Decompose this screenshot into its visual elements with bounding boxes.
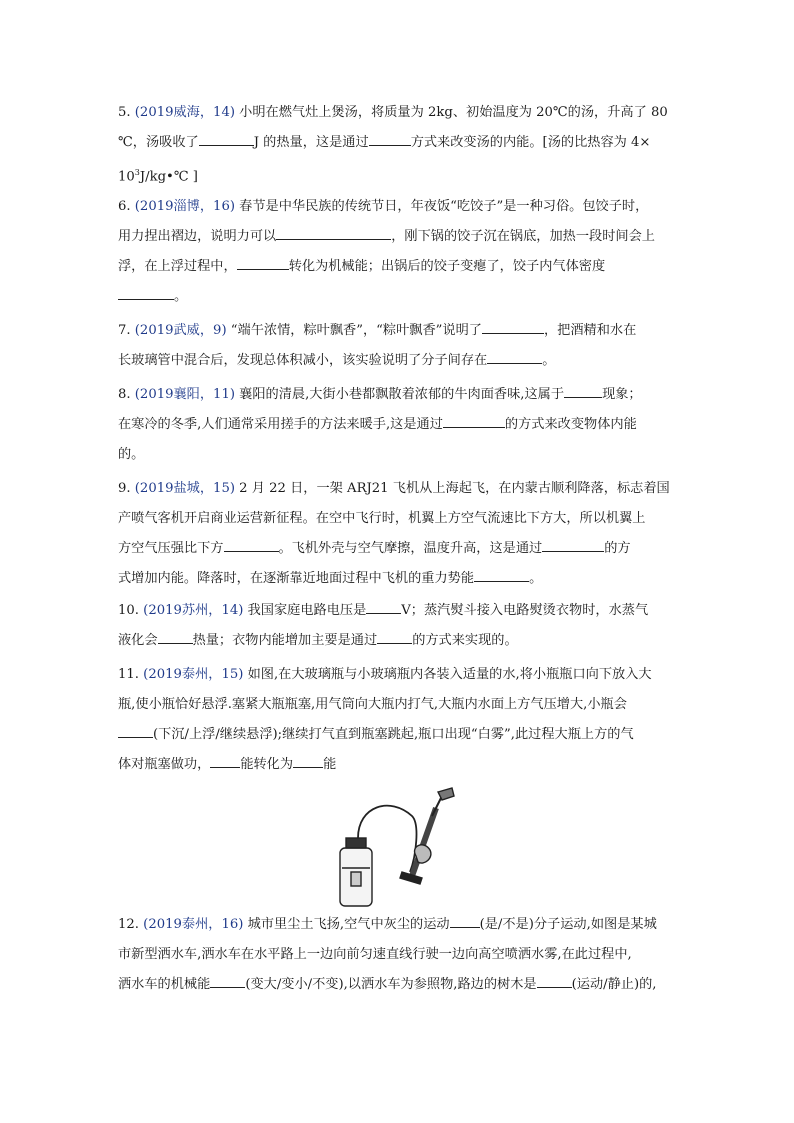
answer-blank [118, 723, 153, 738]
answer-blank [224, 537, 279, 552]
question-5: 5. (2019威海，14) 小明在燃气灶上煲汤，将质量为 2kg、初始温度为 20℃的汤，升高了 80 ℃，汤吸收了 J 的热量，这是通过 方式来改变汤的内能。[汤的比热容为 4× $10^3J/kg•℃$ ] [118, 105, 668, 185]
answer-blank [487, 349, 542, 364]
answer-blank [199, 131, 254, 146]
bottle-pump-diagram [320, 786, 470, 912]
question-9: 9. (2019盐城，15) 2 月 22 日，一架 ARJ21 飞机从上海起飞，在内蒙古顺利降落，标志着国 产喷气客机开启商业运营新征程。在空中飞行时，机翼上方空气流速比下方大，所以机翼上 方空气压强比下方 。飞机外壳与空气摩擦，温度升高，这是通过 的方 式增加内能。降落时，在逐渐靠近地面过程中飞机的重力势能 。 [118, 481, 670, 586]
answer-blank [564, 383, 602, 398]
answer-blank [542, 537, 604, 552]
answer-blank [443, 413, 505, 428]
question-source: (2019淄博，16) [134, 199, 235, 214]
answer-blank [210, 753, 240, 768]
answer-blank [276, 225, 391, 240]
answer-blank [237, 255, 289, 270]
question-source: (2019襄阳，11) [134, 387, 235, 402]
answer-blank [293, 753, 323, 768]
answer-blank [369, 131, 411, 146]
question-12: 12. (2019泰州，16) 城市里尘土飞扬,空气中灰尘的运动 (是/不是)分子运动,如图是某城 市新型洒水车,洒水车在水平路上一边向前匀速直线行驶一边向高空喷洒水雾,在此过程中, 洒水车的机械能 (变大/变小/不变),以洒水车为参照物,路边的树木是 (运动/静止)的, [118, 910, 682, 1000]
answer-blank [210, 973, 245, 988]
answer-blank [158, 629, 193, 644]
question-6: 6. (2019淄博，16) 春节是中华民族的传统节日，年夜饭“吃饺子”是一种习俗。包饺子时， 用力捏出褶边，说明力可以 ，刚下锅的饺子沉在锅底，加热一段时间会上 浮，在上浮过程中， 转化为机械能；出锅后的饺子变瘪了，饺子内气体密度 。 [118, 199, 655, 304]
question-source: (2019威海，14) [134, 105, 235, 120]
answer-blank [377, 629, 412, 644]
question-source: (2019武威，9) [134, 323, 227, 338]
question-8: 8. (2019襄阳，11) 襄阳的清晨,大街小巷都飘散着浓郁的牛肉面香味,这属于 现象； 在寒冷的冬季,人们通常采用搓手的方法来暖手,这是通过 的方式来改变物体内能 的。 [118, 380, 682, 470]
question-source: (2019泰州，16) [143, 917, 244, 932]
question-10: 10. (2019苏州，14) 我国家庭电路电压是 V；蒸汽熨斗接入电路熨烫衣物时，水蒸气 液化会 热量；衣物内能增加主要是通过 的方式来实现的。 [118, 596, 682, 656]
answer-blank [474, 567, 529, 582]
question-source: (2019盐城，15) [134, 481, 235, 496]
question-11: 11. (2019泰州，15) 如图,在大玻璃瓶与小玻璃瓶内各装入适量的水,将小瓶瓶口向下放入大 瓶,使小瓶恰好悬浮.塞紧大瓶瓶塞,用气筒向大瓶内打气,大瓶内水面上方气压增大,小瓶会 (下沉/上浮/继续悬浮);继续打气直到瓶塞跳起,瓶口出现“白雾”,此过程大瓶上方的气 体对瓶塞做功， 能转化为 能 [118, 667, 652, 772]
answer-blank [537, 973, 572, 988]
answer-blank [482, 319, 544, 334]
question-7: 7. (2019武威，9) “端午浓情，粽叶飘香”，“粽叶飘香”说明了 ，把酒精和水在 长玻璃管中混合后，发现总体积减小，该实验说明了分子间存在 。 [118, 316, 682, 376]
answer-blank [366, 599, 401, 614]
question-source: (2019泰州，15) [143, 667, 244, 682]
answer-blank [118, 285, 174, 300]
answer-blank [450, 913, 480, 928]
question-source: (2019苏州，14) [143, 603, 244, 618]
